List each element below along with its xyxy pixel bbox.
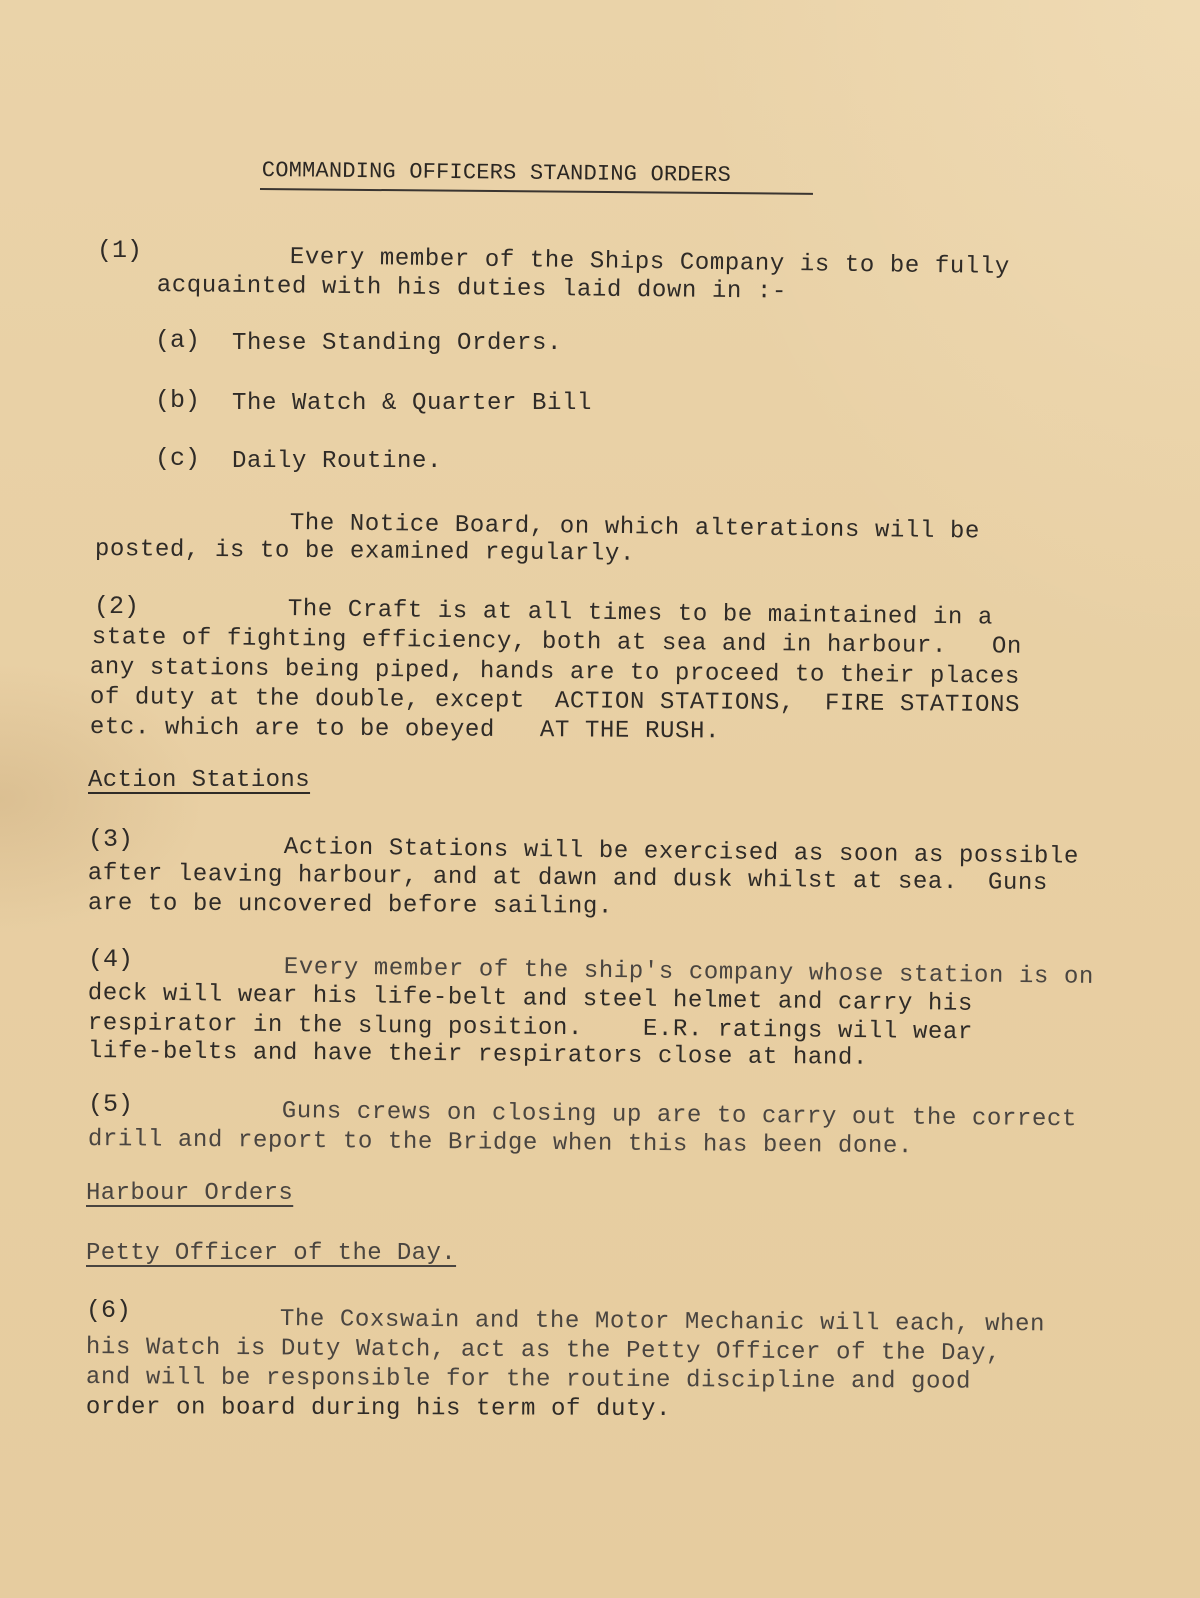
para6-number: (6) xyxy=(86,1296,132,1325)
para1-item-b-marker: (b) xyxy=(155,386,201,415)
para2-line-2: state of fighting efficiency, both at sea and in harbour. On xyxy=(91,624,1023,661)
para4-number: (4) xyxy=(88,945,134,974)
para2-line-3: any stations being piped, hands are to proceed to their places xyxy=(89,654,1021,691)
para1-item-a-text: These Standing Orders. xyxy=(232,330,563,357)
para4-line-2: deck will wear his life-belt and steel helmet and carry his xyxy=(87,980,974,1018)
para2-line-1: The Craft is at all times to be maintained in a xyxy=(287,596,994,632)
heading-harbour-orders: Harbour Orders xyxy=(86,1180,294,1207)
para1-number: (1) xyxy=(97,236,143,265)
para3-line-1: Action Stations will be exercised as soon as possible xyxy=(283,834,1080,871)
para6-line-4: order on board during his term of duty. xyxy=(85,1394,672,1424)
para2-number: (2) xyxy=(94,592,140,621)
para1-item-c-marker: (c) xyxy=(155,444,201,473)
para5-number: (5) xyxy=(88,1090,134,1119)
para6-line-3: and will be responsible for the routine discipline and good xyxy=(85,1364,972,1396)
para2-line-4: of duty at the double, except ACTION STATIONS, FIRE STATIONS xyxy=(89,684,1021,720)
heading-action-stations: Action Stations xyxy=(88,767,311,794)
para4-line-4: life-belts and have their respirators close at hand. xyxy=(87,1038,869,1072)
para1-item-b-text: The Watch & Quarter Bill xyxy=(232,390,593,417)
para6-line-2: his Watch is Duty Watch, act as the Petty Officer of the Day, xyxy=(85,1334,1002,1368)
para1-item-c-text: Daily Routine. xyxy=(232,448,443,475)
title-underline xyxy=(260,188,813,195)
para4-line-3: respirator in the slung position. E.R. ratings will wear xyxy=(87,1010,974,1047)
para3-line-3: are to be uncovered before sailing. xyxy=(87,890,614,921)
para1-line-1: Every member of the Ships Company is to be fully xyxy=(289,244,1011,282)
notice-line-1: The Notice Board, on which alterations will be xyxy=(289,510,981,546)
heading-petty-officer: Petty Officer of the Day. xyxy=(86,1240,457,1267)
para1-item-a-marker: (a) xyxy=(155,326,201,355)
para5-line-1: Guns crews on closing up are to carry out the correct xyxy=(281,1098,1078,1134)
para3-line-2: after leaving harbour, and at dawn and dusk whilst at sea. Guns xyxy=(87,860,1049,898)
para1-line-2: acquainted with his duties laid down in :- xyxy=(156,272,788,306)
para2-line-5: etc. which are to be obeyed AT THE RUSH. xyxy=(89,714,721,746)
para5-line-2: drill and report to the Bridge when this has been done. xyxy=(87,1126,914,1161)
para6-line-1: The Coxswain and the Motor Mechanic will each, when xyxy=(279,1306,1046,1339)
para4-line-1: Every member of the ship's company whose station is on xyxy=(283,954,1095,991)
document-title: COMMANDING OFFICERS STANDING ORDERS xyxy=(261,158,732,188)
notice-line-2: posted, is to be examined regularly. xyxy=(94,536,636,568)
para3-number: (3) xyxy=(88,825,134,854)
